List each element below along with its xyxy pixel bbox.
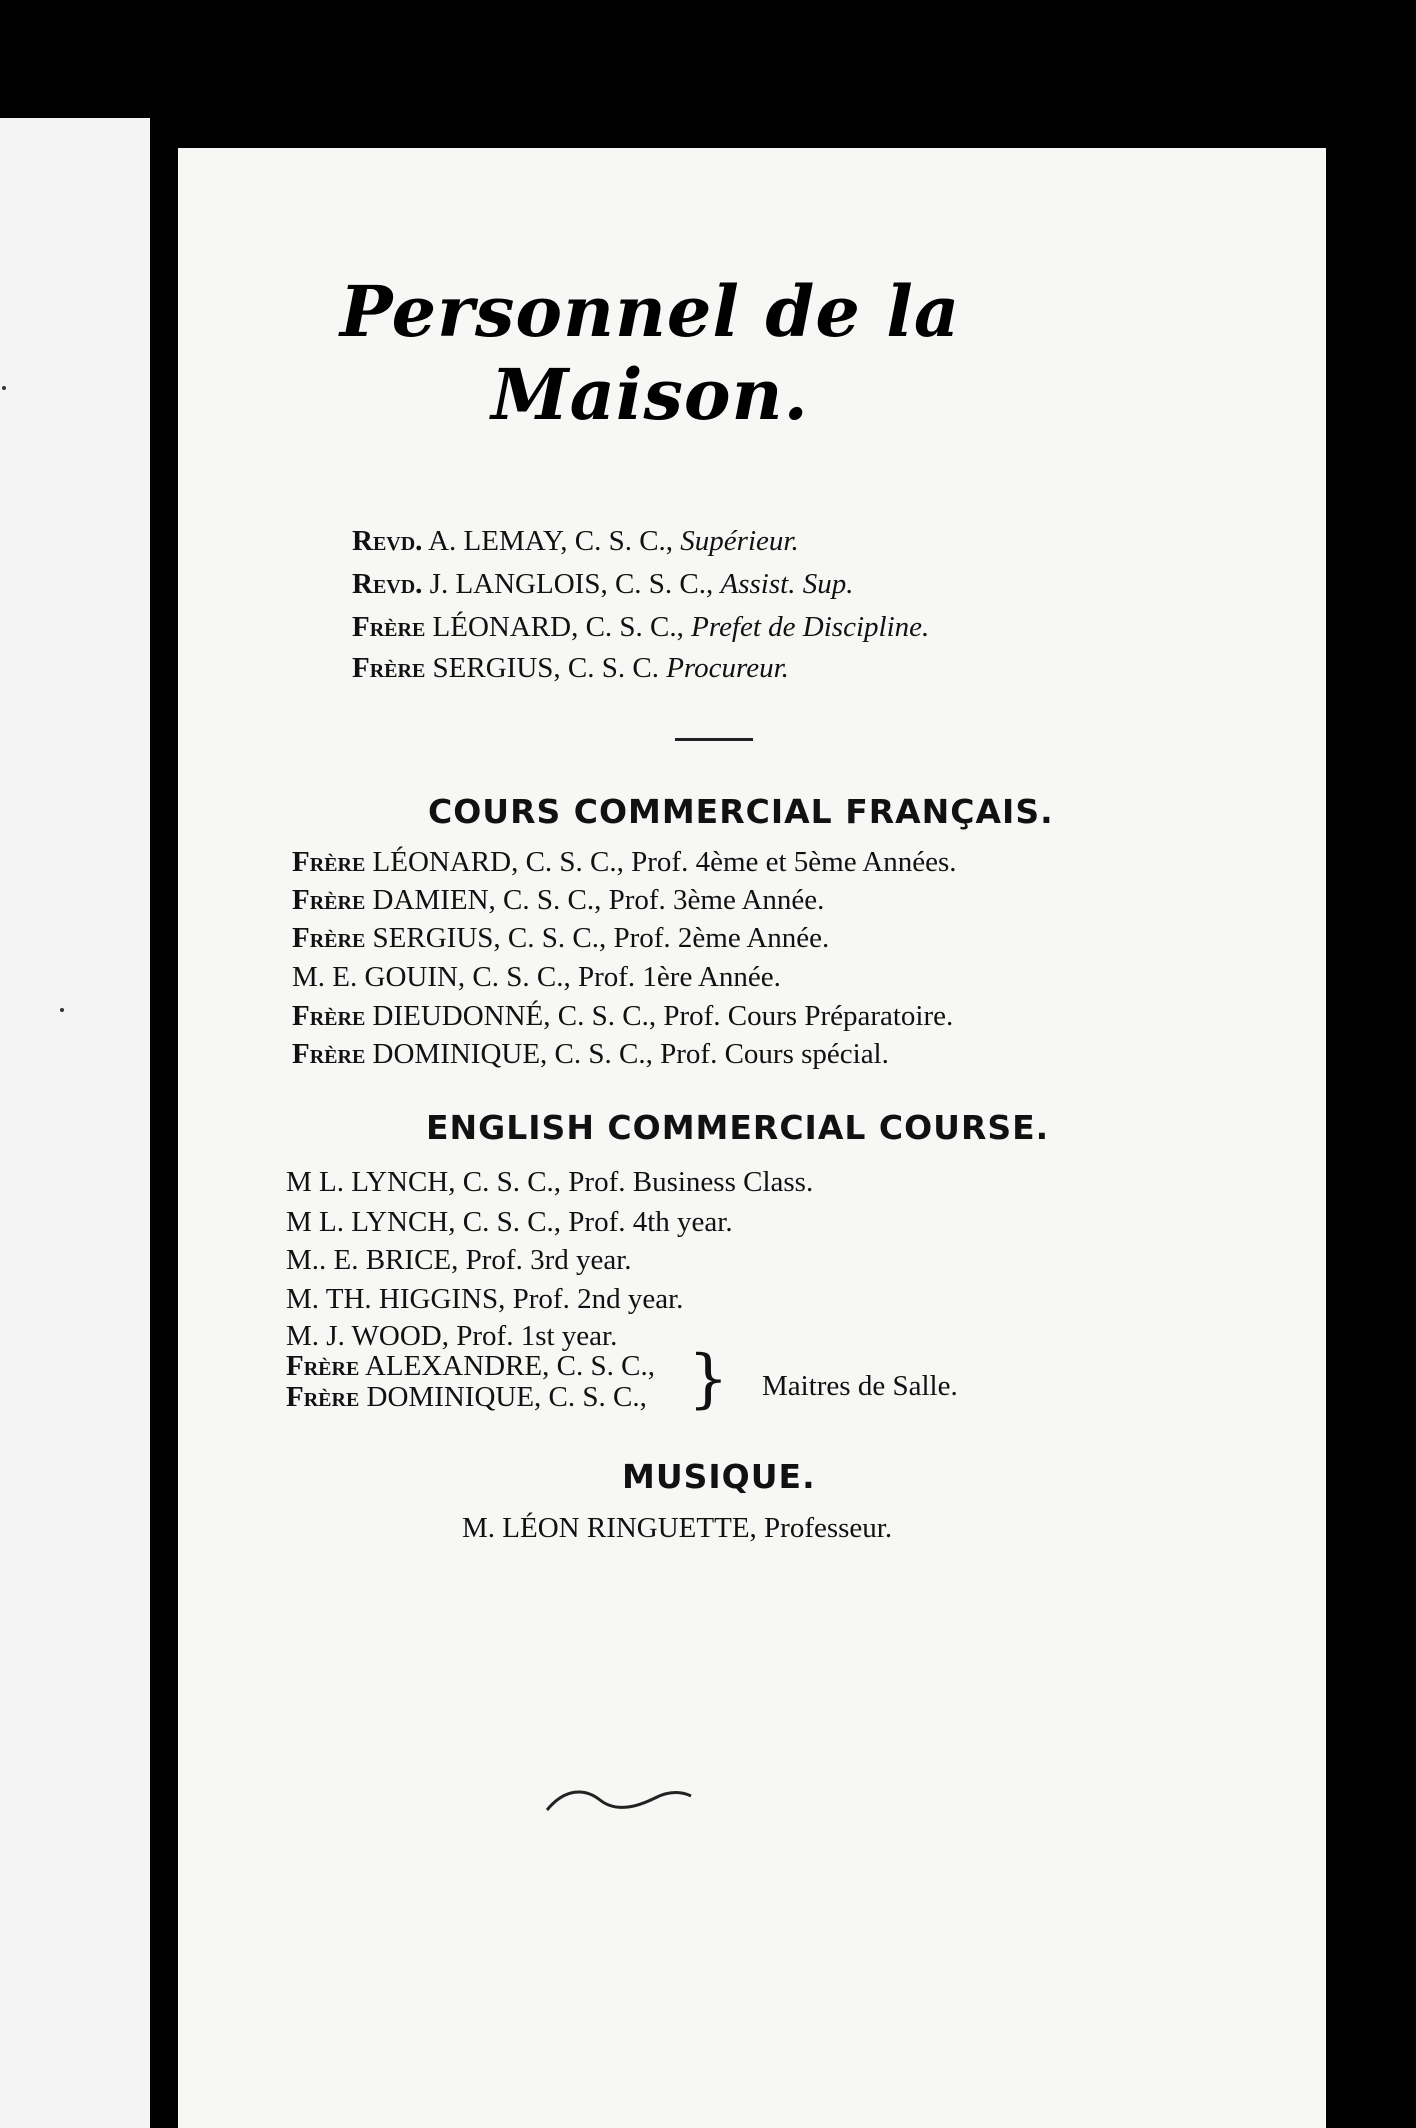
staff-line bbox=[352, 525, 799, 558]
staff-name: A. LEMAY, C. S. C., bbox=[428, 525, 674, 557]
ink-speck bbox=[2, 386, 6, 390]
salle-line bbox=[286, 1350, 655, 1383]
line-text: DIEUDONNÉ, C. S. C., Prof. Cours Préparatoire. bbox=[372, 1000, 954, 1032]
staff-name: LÉONARD, C. S. C., bbox=[432, 611, 684, 643]
cours-francais-line bbox=[292, 1038, 889, 1071]
line-prefix: Frère bbox=[286, 1381, 360, 1413]
english-course-line: M.. E. BRICE, Prof. 3rd year. bbox=[286, 1244, 632, 1276]
staff-role: Supérieur. bbox=[680, 525, 799, 557]
cours-francais-line bbox=[292, 1000, 953, 1033]
line-prefix: Frère bbox=[292, 884, 366, 916]
left-page-edge bbox=[0, 118, 150, 2128]
brace-glyph: } bbox=[688, 1342, 729, 1416]
staff-prefix: Frère bbox=[352, 652, 426, 684]
staff-role: Prefet de Discipline. bbox=[691, 611, 930, 643]
salle-line bbox=[286, 1381, 647, 1414]
staff-prefix: Revd. bbox=[352, 568, 423, 600]
line-text: DAMIEN, C. S. C., Prof. 3ème Année. bbox=[372, 884, 825, 916]
cours-francais-line bbox=[292, 846, 956, 879]
line-text: LÉONARD, C. S. C., Prof. 4ème et 5ème Années. bbox=[372, 846, 957, 878]
line-prefix: Frère bbox=[292, 1000, 366, 1032]
salle-role: Maitres de Salle. bbox=[762, 1370, 958, 1402]
staff-line bbox=[352, 652, 789, 685]
english-course-line: M L. LYNCH, C. S. C., Prof. Business Class. bbox=[286, 1166, 814, 1198]
line-text: DOMINIQUE, C. S. C., bbox=[366, 1381, 647, 1413]
cours-francais-line bbox=[292, 922, 829, 955]
line-prefix: Frère bbox=[292, 922, 366, 954]
staff-role: Procureur. bbox=[666, 652, 789, 684]
english-course-line: M. TH. HIGGINS, Prof. 2nd year. bbox=[286, 1283, 684, 1315]
line-text: SERGIUS, C. S. C., Prof. 2ème Année. bbox=[372, 922, 830, 954]
line-text: M. E. GOUIN, C. S. C., Prof. 1ère Année. bbox=[292, 961, 781, 993]
section-divider bbox=[675, 738, 753, 741]
staff-role: Assist. Sup. bbox=[720, 568, 854, 600]
english-course-line: M. J. WOOD, Prof. 1st year. bbox=[286, 1320, 618, 1352]
line-prefix: Frère bbox=[286, 1350, 360, 1382]
musique-line: M. LÉON RINGUETTE, Professeur. bbox=[462, 1512, 893, 1544]
ink-flourish bbox=[545, 1778, 695, 1818]
english-course-heading: ENGLISH COMMERCIAL COURSE. bbox=[426, 1108, 1050, 1147]
staff-name: SERGIUS, C. S. C. bbox=[432, 652, 659, 684]
staff-line bbox=[352, 611, 929, 644]
line-prefix: Frère bbox=[292, 846, 366, 878]
english-course-line: M L. LYNCH, C. S. C., Prof. 4th year. bbox=[286, 1206, 733, 1238]
line-text: ALEXANDRE, C. S. C., bbox=[364, 1350, 655, 1382]
ink-speck bbox=[60, 1008, 64, 1012]
page-title: Personnel de la Maison. bbox=[339, 270, 961, 436]
staff-prefix: Revd. bbox=[352, 525, 423, 557]
staff-prefix: Frère bbox=[352, 611, 426, 643]
cours-francais-line bbox=[292, 884, 824, 917]
musique-heading: MUSIQUE. bbox=[622, 1457, 816, 1496]
line-prefix: Frère bbox=[292, 1038, 366, 1070]
staff-name: J. LANGLOIS, C. S. C., bbox=[429, 568, 714, 600]
cours-francais-heading: COURS COMMERCIAL FRANÇAIS. bbox=[428, 792, 1054, 831]
line-text: DOMINIQUE, C. S. C., Prof. Cours spécial. bbox=[372, 1038, 889, 1070]
cours-francais-line bbox=[292, 961, 781, 994]
staff-line bbox=[352, 568, 853, 601]
